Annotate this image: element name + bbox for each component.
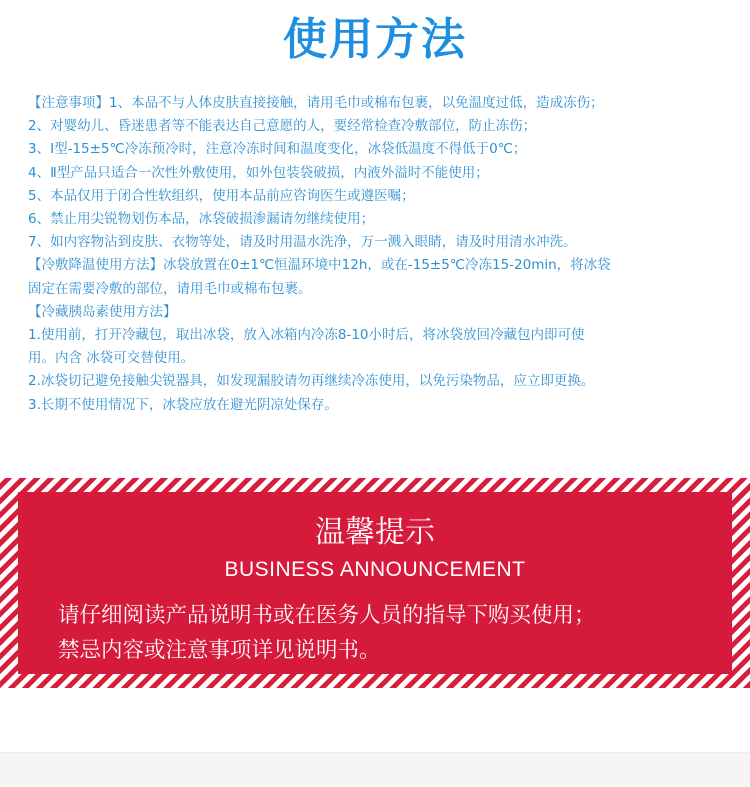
- instruction-line: 用。内含 冰袋可交替使用。: [28, 350, 195, 367]
- instruction-line: 5、本品仅用于闭合性软组织，使用本品前应咨询医生或遵医嘱；: [28, 187, 415, 204]
- instruction-line: 1.使用前，打开冷藏包，取出冰袋，放入冰箱内冷冻8-10小时后，将冰袋放回冷藏包内即可使: [28, 327, 585, 344]
- instruction-line: 2、对婴幼儿、昏迷患者等不能表达自己意愿的人，要经常检查冷敷部位，防止冻伤；: [28, 118, 537, 135]
- instruction-line: 【冷敷降温使用方法】冰袋放置在0±1℃恒温环境中12h，或在-15±5℃冷冻15-20min，将冰袋: [28, 257, 611, 274]
- notice-title: 温馨提示: [315, 515, 435, 550]
- notice-body-line: 请仔细阅读产品说明书或在医务人员的指导下购买使用；: [58, 603, 596, 628]
- instruction-line: 【注意事项】1、本品不与人体皮肤直接接触，请用毛巾或棉布包裹，以免温度过低，造成冻伤；: [28, 95, 604, 111]
- instruction-line: 3.长期不使用情况下，冰袋应放在避光阴凉处保存。: [28, 396, 338, 413]
- notice-striped-frame: [0, 478, 750, 688]
- page-title: 使用方法: [283, 14, 467, 65]
- instruction-line: 【冷藏胰岛素使用方法】: [28, 303, 177, 320]
- notice-body: [58, 598, 718, 668]
- instruction-line: 4、Ⅱ型产品只适合一次性外敷使用，如外包装袋破损，内液外溢时不能使用；: [28, 164, 489, 181]
- instruction-line: 3、Ⅰ型-15±5℃冷冻预冷时，注意冷冻时间和温度变化，冰袋低温度不得低于0℃；: [28, 141, 527, 158]
- notice-panel: [18, 492, 732, 674]
- instruction-line: 6、禁止用尖锐物划伤本品，冰袋破损渗漏请勿继续使用；: [28, 211, 375, 228]
- footer-band: [0, 752, 750, 787]
- instruction-line: 固定在需要冷敷的部位，请用毛巾或棉布包裹。: [28, 280, 312, 297]
- notice-subtitle: BUSINESS ANNOUNCEMENT: [224, 558, 526, 581]
- instruction-line: 7、如内容物沾到皮肤、衣物等处，请及时用温水洗净，万一溅入眼睛，请及时用清水冲洗。: [28, 234, 577, 251]
- usage-instructions: [28, 92, 728, 417]
- instruction-line: 2.冰袋切记避免接触尖锐器具，如发现漏胶请勿再继续冷冻使用，以免污染物品，应立即更换。: [28, 373, 595, 390]
- notice-body-line: 禁忌内容或注意事项详见说明书。: [58, 638, 381, 663]
